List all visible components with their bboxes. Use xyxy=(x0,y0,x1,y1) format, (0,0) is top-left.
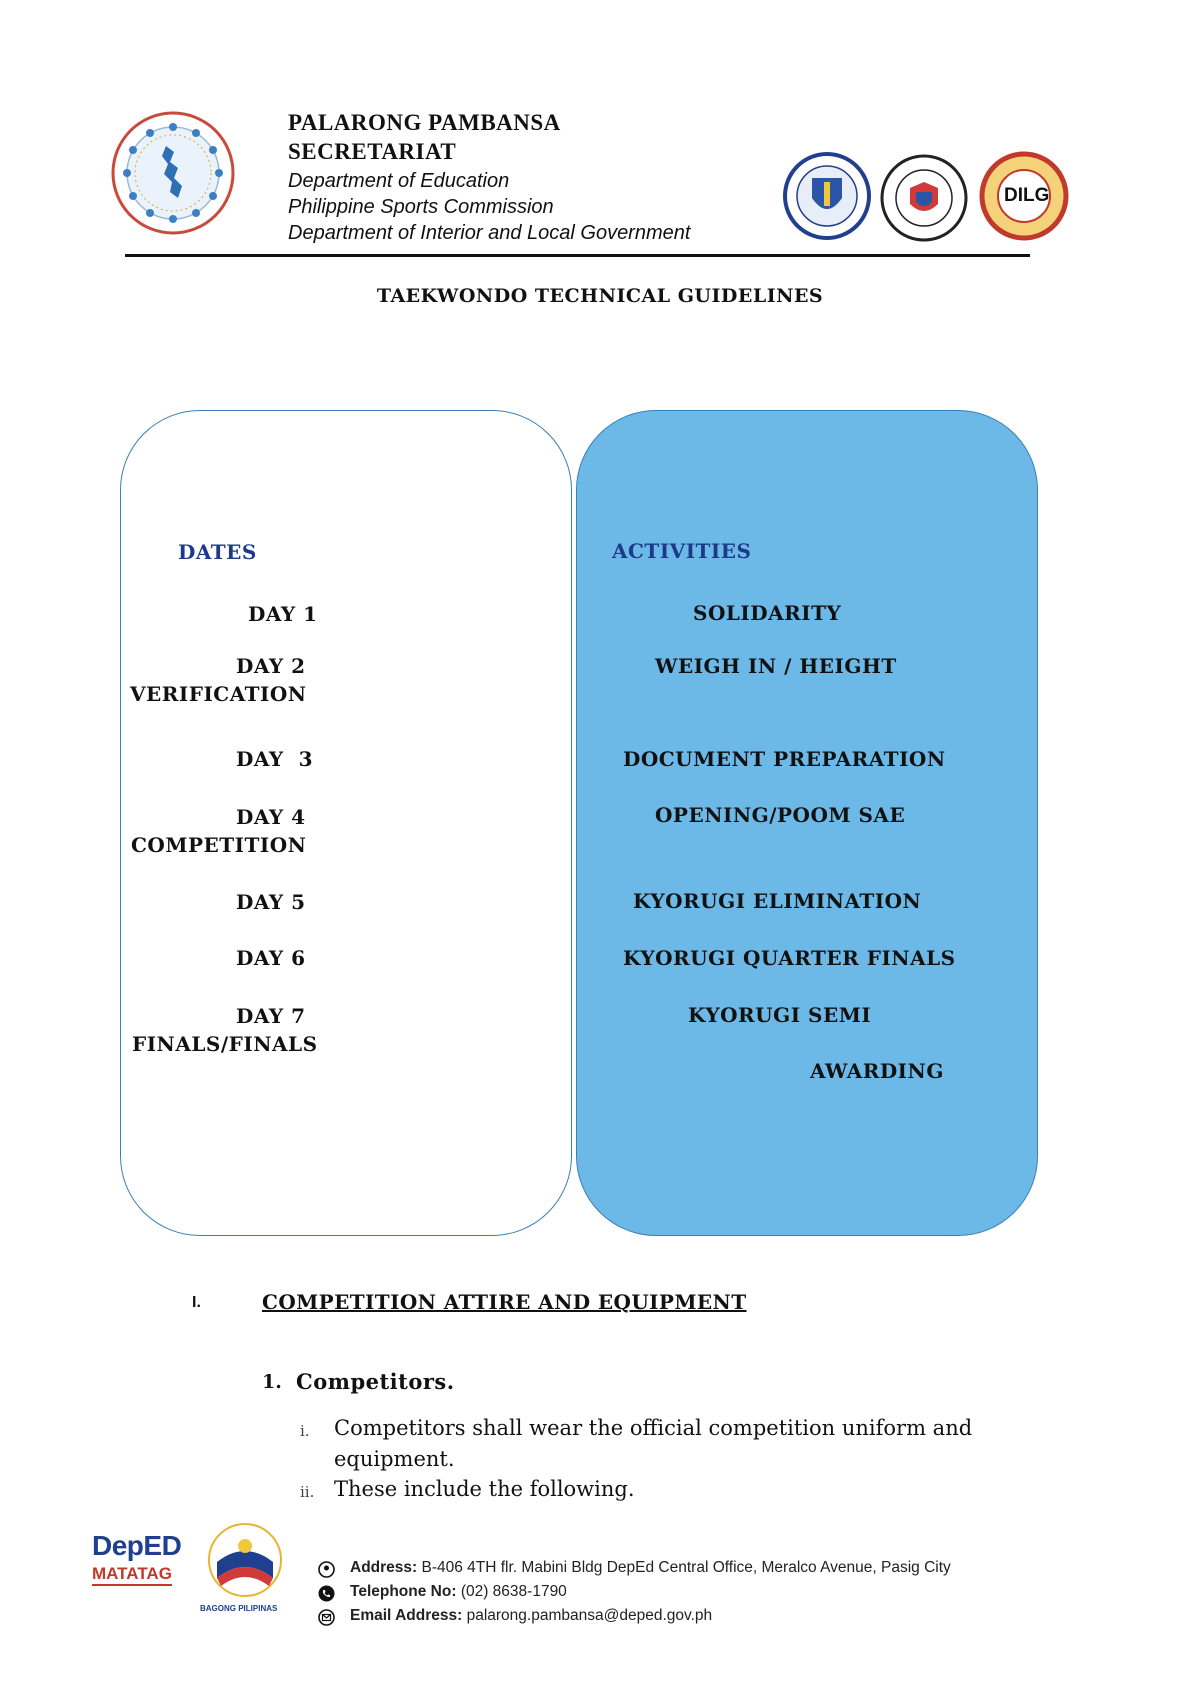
org-sub-line2: Philippine Sports Commission xyxy=(288,196,554,218)
section-title: COMPETITION ATTIRE AND EQUIPMENT xyxy=(262,1290,747,1314)
activity-kyorugi-elimination: KYORUGI ELIMINATION xyxy=(633,889,922,913)
date-competition: COMPETITION xyxy=(131,833,307,857)
date-finals: FINALS/FINALS xyxy=(132,1032,318,1056)
activity-document-preparation: DOCUMENT PREPARATION xyxy=(623,747,946,771)
date-day-3: DAY 3 xyxy=(236,747,313,771)
bagong-pilipinas-label: BAGONG PILIPINAS xyxy=(200,1604,278,1613)
org-sub-line1: Department of Education xyxy=(288,170,510,192)
list-item-number: i. xyxy=(300,1422,310,1440)
dilg-seal-label: DILG xyxy=(1004,185,1050,206)
date-day-1: DAY 1 xyxy=(248,602,318,626)
footer-telephone xyxy=(350,1583,567,1601)
footer-email xyxy=(350,1607,712,1625)
phone-icon xyxy=(318,1585,335,1602)
date-day-6: DAY 6 xyxy=(236,946,306,970)
date-day-7: DAY 7 xyxy=(236,1004,306,1028)
date-day-5: DAY 5 xyxy=(236,890,306,914)
org-title xyxy=(288,108,561,166)
location-icon xyxy=(318,1561,335,1578)
telephone-label: Telephone No: xyxy=(350,1583,457,1600)
header-divider xyxy=(125,254,1030,257)
dates-heading: DATES xyxy=(178,540,257,564)
list-item: Competitors shall wear the official competition uniform and equipment. xyxy=(334,1416,973,1471)
activity-awarding: AWARDING xyxy=(810,1059,944,1083)
activity-kyorugi-quarter-finals: KYORUGI QUARTER FINALS xyxy=(623,946,956,970)
bagong-pilipinas-logo xyxy=(200,1520,290,1620)
dates-panel xyxy=(120,410,572,1236)
psc-seal-icon xyxy=(882,156,966,240)
org-title-line1: PALARONG PAMBANSA xyxy=(288,110,561,135)
activity-solidarity: SOLIDARITY xyxy=(693,601,842,625)
email-icon xyxy=(318,1609,335,1626)
address-label: Address: xyxy=(350,1559,418,1576)
footer-address xyxy=(350,1559,951,1577)
list-item: These include the following. xyxy=(334,1477,635,1501)
deped-seal-icon xyxy=(785,154,869,238)
org-title-line2: SECRETARIAT xyxy=(288,139,457,164)
activity-weigh-in: WEIGH IN / HEIGHT xyxy=(655,654,897,678)
activities-heading: ACTIVITIES xyxy=(612,539,752,563)
list-item-number: ii. xyxy=(300,1483,315,1501)
subsection-number: 1. xyxy=(262,1371,282,1393)
date-day-4: DAY 4 xyxy=(236,805,306,829)
activity-opening-poom-sae: OPENING/POOM SAE xyxy=(655,803,906,827)
palarong-pambansa-logo xyxy=(108,108,238,238)
subsection-title: Competitors. xyxy=(296,1369,455,1394)
matatag-logo-text: MATATAG xyxy=(92,1564,172,1586)
address-value: B-406 4TH flr. Mabini Bldg DepEd Central Office, Meralco Avenue, Pasig City xyxy=(421,1559,951,1576)
deped-logo-text: DepED xyxy=(92,1530,182,1561)
email-label: Email Address: xyxy=(350,1607,463,1624)
date-verification: VERIFICATION xyxy=(130,682,307,706)
org-sub-line3: Department of Interior and Local Government xyxy=(288,222,691,244)
date-day-2: DAY 2 xyxy=(236,654,306,678)
telephone-value: (02) 8638-1790 xyxy=(460,1583,567,1600)
agency-seals xyxy=(782,148,1072,248)
email-value: palarong.pambansa@deped.gov.ph xyxy=(466,1607,713,1624)
deped-matatag-logo xyxy=(92,1530,192,1612)
activity-kyorugi-semi: KYORUGI SEMI xyxy=(688,1003,872,1027)
org-departments xyxy=(288,168,690,246)
section-number: I. xyxy=(192,1294,201,1311)
document-title: TAEKWONDO TECHNICAL GUIDELINES xyxy=(376,285,824,307)
